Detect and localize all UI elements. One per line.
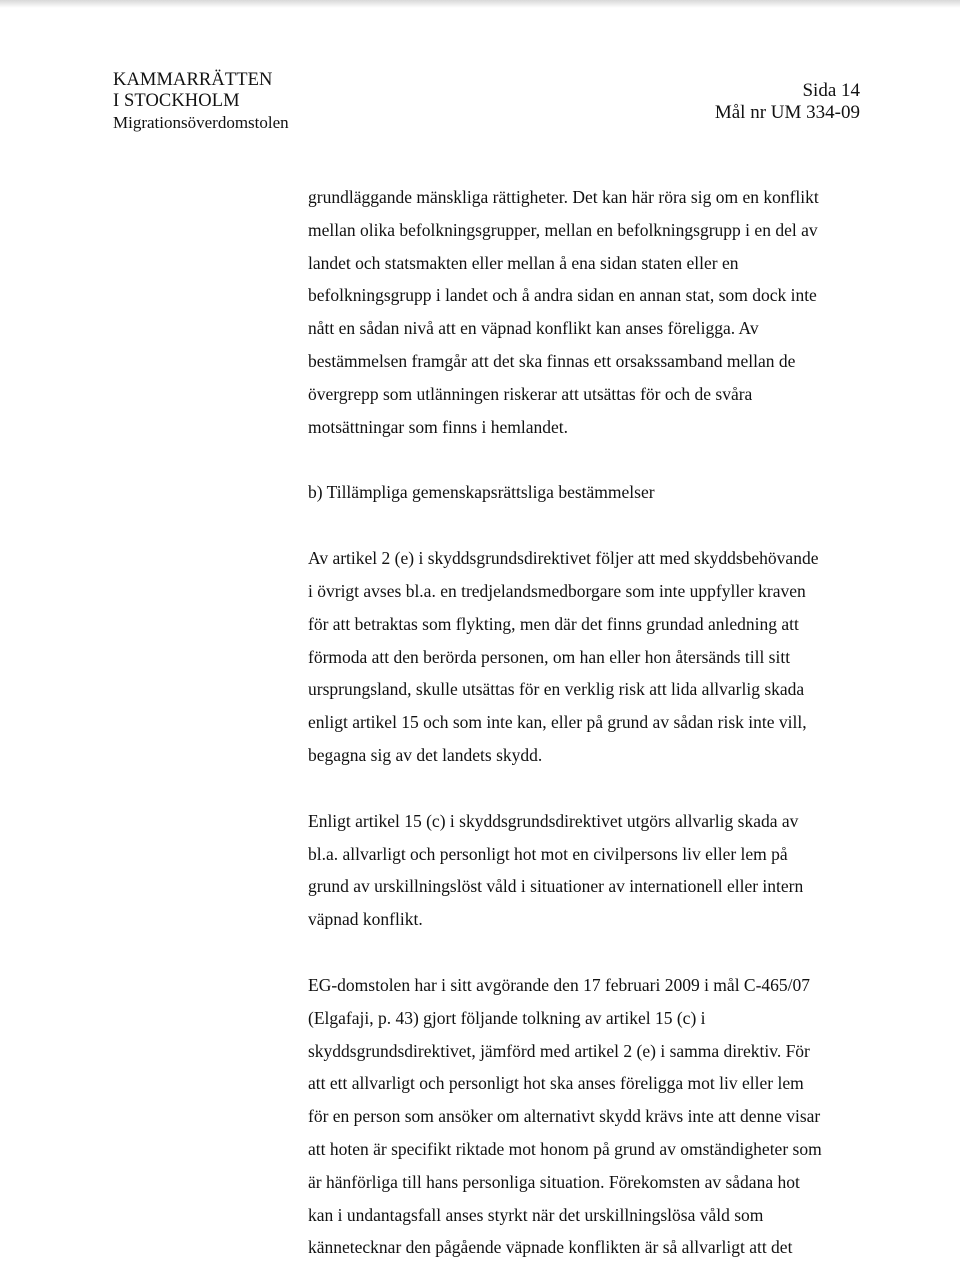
text-line: att hoten är specifikt riktade mot honom på grund av omständigheter som <box>308 1138 822 1159</box>
text-line: (Elgafaji, p. 43) gjort följande tolkning av artikel 15 (c) i <box>308 1007 706 1028</box>
text-line: begagna sig av det landets skydd. <box>308 744 543 765</box>
text-line: kännetecknar den pågående väpnade konflikten är så allvarligt att det <box>308 1237 793 1258</box>
text-line: att ett allvarligt och personligt hot ska anses föreligga mot liv eller lem <box>308 1073 804 1094</box>
text-line: enligt artikel 15 och som inte kan, eller på grund av sådan risk inte vill, <box>308 712 807 733</box>
text-line: grundläggande mänskliga rättigheter. Det kan här röra sig om en konflikt <box>308 187 819 207</box>
text-line: är hänförliga till hans personliga situation. Förekomsten av sådana hot <box>308 1171 800 1192</box>
scan-edge <box>0 0 960 8</box>
text-line: ursprungsland, skulle utsättas för en verklig risk att lida allvarlig skada <box>308 679 805 700</box>
heading-text: b) Tillämpliga gemenskapsrättsliga bestämmelser <box>308 482 655 503</box>
text-line: kan i undantagsfall anses styrkt när det urskillningslösa våld som <box>308 1204 764 1225</box>
section-heading <box>308 476 868 509</box>
text-line: i övrigt avses bl.a. en tredjelandsmedborgare som inte uppfyller kraven <box>308 580 806 601</box>
text-line: för en person som ansöker om alternativt skydd krävs inte att denne visar <box>308 1106 821 1127</box>
text-line: väpnad konflikt. <box>308 909 423 930</box>
paragraph-2 <box>308 542 868 772</box>
paragraph-1 <box>308 181 868 443</box>
document-body <box>308 181 868 1264</box>
text-line: bestämmelsen framgår att det ska finnas ett orsakssamband mellan de <box>308 350 796 371</box>
court-division: Migrationsöverdomstolen <box>113 113 289 132</box>
text-line: övergrepp som utlänningen riskerar att utsättas för och de svåra <box>308 383 753 404</box>
text-line: bl.a. allvarligt och personligt hot mot en civilpersons liv eller lem på <box>308 843 788 864</box>
text-line: motsättningar som finns i hemlandet. <box>308 416 569 437</box>
text-line: grund av urskillningslöst våld i situationer av internationell eller intern <box>308 876 804 897</box>
paragraph-3 <box>308 805 868 936</box>
text-line: Enligt artikel 15 (c) i skyddsgrundsdirektivet utgörs allvarlig skada av <box>308 810 799 831</box>
text-line: Av artikel 2 (e) i skyddsgrundsdirektivet följer att med skyddsbehövande <box>308 548 819 569</box>
court-name-line1: KAMMARRÄTTEN <box>113 70 273 90</box>
court-name-line2: I STOCKHOLM <box>113 91 240 111</box>
page-info <box>715 80 860 124</box>
page-number: Sida 14 <box>802 80 860 101</box>
text-line: skyddsgrundsdirektivet, jämförd med artikel 2 (e) i samma direktiv. För <box>308 1040 810 1061</box>
paragraph-4 <box>308 969 868 1264</box>
case-number: Mål nr UM 334-09 <box>714 102 860 123</box>
text-line: nått en sådan nivå att en väpnad konflikt kan anses föreligga. Av <box>308 318 759 339</box>
text-line: EG-domstolen har i sitt avgörande den 17 februari 2009 i mål C-465/07 <box>308 974 811 995</box>
text-line: för att betraktas som flykting, men där det finns grundad anledning att <box>308 613 799 634</box>
text-line: landet och statsmakten eller mellan å ena sidan staten eller en <box>308 252 739 273</box>
text-line: mellan olika befolkningsgrupper, mellan en befolkningsgrupp i en del av <box>308 219 818 240</box>
text-line: förmoda att den berörda personen, om han eller hon återsänds till sitt <box>308 646 791 667</box>
text-line: befolkningsgrupp i landet och å andra sidan en annan stat, som dock inte <box>308 285 817 306</box>
court-header <box>113 70 289 133</box>
